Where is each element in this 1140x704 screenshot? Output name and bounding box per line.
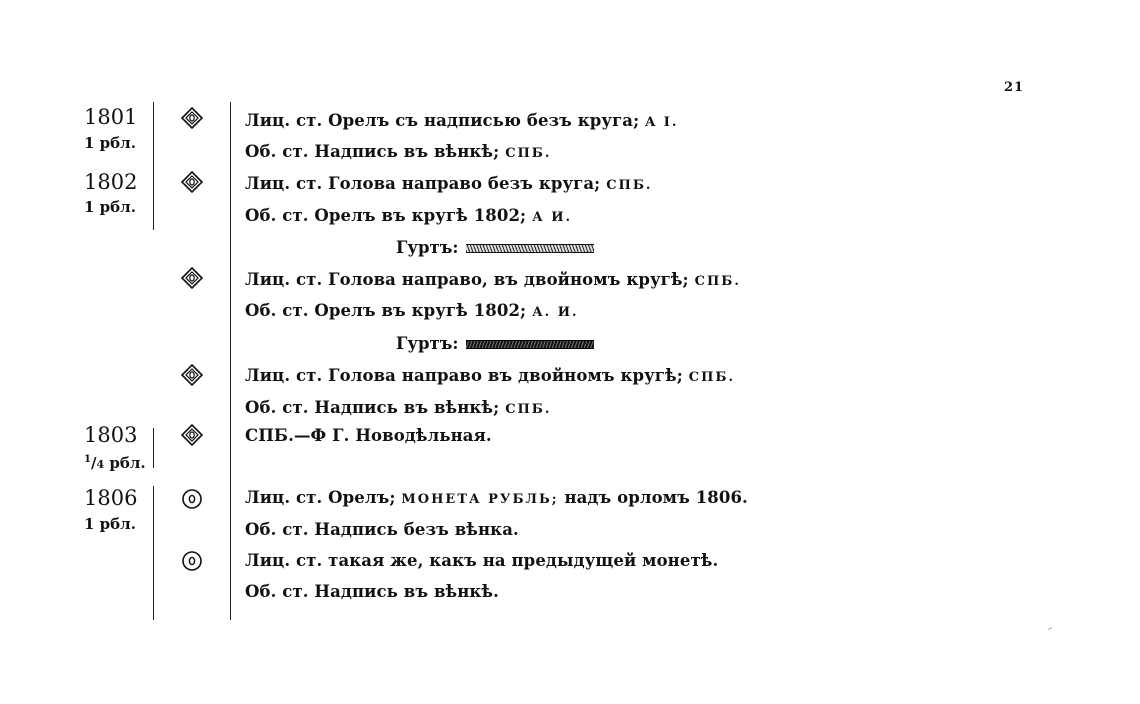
diamond-mark-icon [180,170,204,194]
edge-pattern-icon [466,340,594,349]
entry-year: 1806 [84,486,138,510]
description-line: Лиц. ст. Голова направо, въ двойномъ кругѣ; СПБ. [245,270,741,289]
description-line: Об. ст. Надпись въ вѣнкѣ; СПБ. [245,142,552,161]
entry-denomination: $^1$/4 рбл. [84,454,146,472]
column-rule-left [153,102,154,230]
description-line: Лиц. ст. Голова направо въ двойномъ кругѣ; СПБ. [245,366,736,385]
entry-year: 1803 [84,423,138,447]
description-line: СПБ.—Ф Г. Новодѣльная. [245,426,492,445]
print-speck [1048,627,1052,630]
edge-pattern-icon [466,244,594,253]
entry-denomination: 1 рбл. [84,515,136,533]
description-line: Лиц. ст. Голова направо безъ круга; СПБ. [245,174,653,193]
description-line: Об. ст. Надпись въ вѣнкѣ; СПБ. [245,398,552,417]
entry-denomination: 1 рбл. [84,198,136,216]
diamond-mark-icon [180,266,204,290]
entry-year: 1802 [84,170,138,194]
description-line: Лиц. ст. Орелъ съ надписью безъ круга; A I. [245,111,679,130]
diamond-mark-icon [180,423,204,447]
description-line: Лиц. ст. такая же, какъ на предыдущей монетѣ. [245,551,719,570]
column-rule-left-2 [153,428,154,468]
entry-year: 1801 [84,105,138,129]
page-number: 21 [1004,80,1025,95]
entry-denomination: 1 рбл. [84,134,136,152]
description-line: Об. ст. Орелъ въ кругѣ 1802; А. И. [245,301,579,320]
circle-mark-icon [180,487,204,511]
edge-description: Гуртъ: [396,238,594,258]
description-line: Об. ст. Надпись безъ вѣнка. [245,520,519,539]
description-line: Об. ст. Орелъ въ кругѣ 1802; А И. [245,206,573,225]
column-rule-left-3 [153,486,154,620]
description-line: Об. ст. Надпись въ вѣнкѣ. [245,582,499,601]
diamond-mark-icon [180,363,204,387]
description-line: Лиц. ст. Орелъ; МОНЕТА РУБЛЬ; надъ орломъ 1806. [245,488,748,507]
diamond-mark-icon [180,106,204,130]
circle-mark-icon [180,549,204,573]
column-rule-right [230,102,231,620]
edge-description: Гуртъ: [396,334,594,354]
